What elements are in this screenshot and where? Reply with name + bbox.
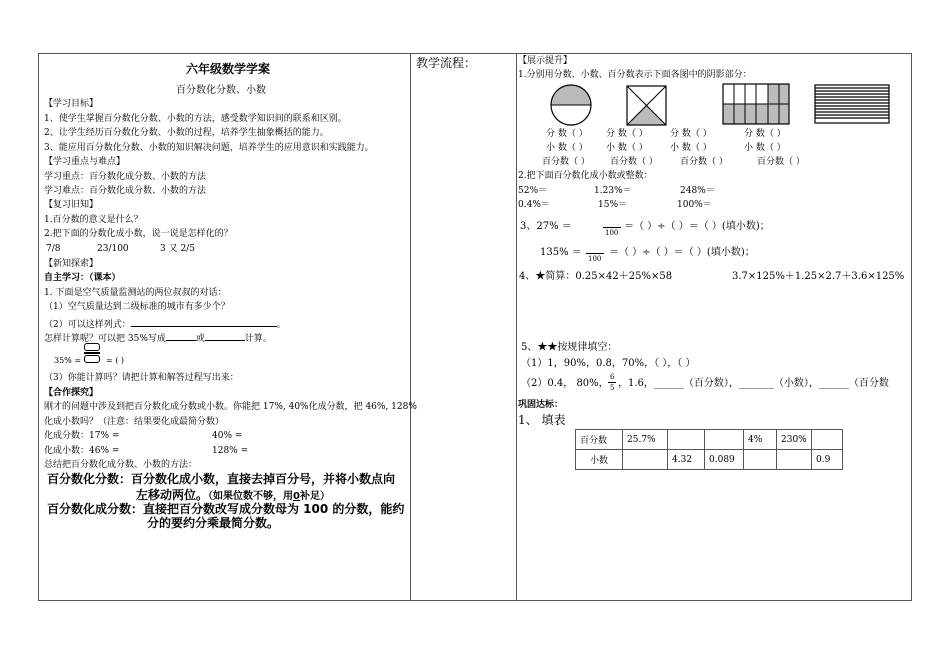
fig2-fraction-label: 分 数（ ） — [606, 129, 648, 139]
figure-grid — [722, 83, 790, 125]
percent-item-5: 15%＝ — [598, 200, 628, 210]
fig3-fraction-label: 分 数（ ） — [670, 129, 712, 139]
table-cell: 0.089 — [705, 450, 744, 470]
coop-text-2: 化成小数吗？（注意：结果要化成最简分数） — [44, 417, 225, 427]
review-number-3: 3 又 2/5 — [160, 244, 195, 254]
rule-1-line-2: 左移动两位。（如果位数不够，用0补足） — [136, 488, 330, 502]
table-cell — [623, 450, 668, 470]
column-divider-right — [516, 54, 517, 600]
question-3a-lhs: 3、27% ＝ — [520, 221, 572, 232]
question-3b-lhs: 135% ＝ — [540, 247, 582, 258]
percent-item-1: 52%＝ — [518, 186, 548, 196]
rule-2-line-1: 百分数化成分数：直接把百分数改写成分数母为 100 的分数，能约 — [47, 502, 405, 516]
review-question-2: 2.把下面的分数化成小数，说一说是怎样化的？ — [44, 229, 233, 239]
fig2-percent-label: 百分数（ ） — [610, 157, 658, 167]
percent-item-3: 248%＝ — [680, 186, 715, 196]
question-4a: 4、★简算：0.25×42＋25%×58 — [519, 271, 673, 282]
question-3b-rhs: ＝（ ）÷（ ）＝（ ）(填小数)； — [609, 247, 755, 258]
table-cell — [668, 430, 705, 450]
table-cell — [744, 450, 777, 470]
fig1-percent-label: 百分数（ ） — [542, 157, 590, 167]
fig4-decimal-label: 小 数（ ） — [744, 143, 786, 153]
dialog-question-1: （1）空气质量达到二级标准的城市有多少个？ — [44, 302, 230, 312]
convert-decimal-2: 128% = — [212, 446, 249, 456]
goal-1: 1、使学生掌握百分数化分数、小数的方法，感受数学知识间的联系和区别。 — [44, 114, 347, 124]
table-cell: 25.7% — [623, 430, 668, 450]
column-divider-left — [410, 54, 411, 600]
rule-1-line-1: 百分数化分数：百分数化成小数，直接去掉百分号，并将小数点向 — [47, 472, 396, 486]
table-row — [576, 430, 843, 450]
page-subtitle: 百分数化分数、小数 — [176, 85, 266, 96]
figure-half-circle — [549, 84, 593, 126]
question-3b-denominator: 100 — [588, 255, 602, 263]
fraction-blank — [84, 343, 100, 361]
figure-striped-rectangle — [814, 84, 890, 124]
question-1: 1.分别用分数、小数、百分数表示下面各图中的阴影部分： — [518, 70, 752, 80]
coop-text-1: 刚才的问题中涉及到把百分数化成分数或小数。你能把 17%, 40%化成分数，把 46%, 128% — [44, 402, 417, 412]
fig2-decimal-label: 小 数（ ） — [606, 143, 648, 153]
section-show: 【展示提升】 — [518, 56, 573, 66]
section-coop: 【合作探究】 — [44, 388, 99, 398]
fraction-lhs: 35% = — [54, 356, 82, 365]
goal-2: 2、让学生经历百分数化分数、小数的过程，培养学生抽象概括的能力。 — [44, 128, 329, 138]
section-consolidate: 巩固达标： — [518, 400, 564, 410]
table-cell: 4.32 — [668, 450, 705, 470]
table-row — [576, 450, 843, 470]
question-5-denominator: 5 — [610, 384, 615, 392]
percent-item-2: 1.23%＝ — [594, 186, 632, 196]
question-3a-fraction-bar — [603, 227, 621, 228]
fig3-decimal-label: 小 数（ ） — [670, 143, 712, 153]
dialog-intro: 1. 下面是空气质量监测站的两位叔叔的对话： — [44, 288, 227, 298]
question-2: 2.把下面百分数化成小数或整数： — [518, 171, 653, 181]
review-number-2: 23/100 — [97, 244, 129, 254]
section-review: 【复习旧知】 — [44, 200, 99, 210]
table-cell: 230% — [777, 430, 812, 450]
dialog-question-2: （2）可以这样列式： 。 — [44, 317, 286, 331]
section-key: 【学习重点与难点】 — [44, 157, 126, 167]
section-goals: 【学习目标】 — [44, 99, 99, 109]
self-study-label: 自主学习：（课本） — [44, 273, 121, 283]
review-question-1: 1.百分数的意义是什么？ — [44, 215, 143, 225]
question-3a-rhs: ＝（ ）÷（ ）＝（ ）(填小数)； — [624, 221, 770, 232]
table-cell — [705, 430, 744, 450]
fig3-percent-label: 百分数（ ） — [680, 157, 728, 167]
question-5-part-2a: （2）0.4， 80%， — [521, 378, 609, 389]
question-5: 5、★★按规律填空： — [521, 342, 618, 353]
table-cell: 4% — [744, 430, 777, 450]
fig1-decimal-label: 小 数（ ） — [546, 143, 588, 153]
question-5-numerator: 6 — [610, 373, 615, 381]
convert-fraction-2: 40% = — [212, 431, 243, 441]
figure-square-diagonals — [626, 85, 668, 127]
fig4-percent-label: 百分数（ ） — [757, 157, 805, 167]
fig1-fraction-label: 分 数（ ） — [546, 129, 588, 139]
table-cell — [812, 430, 843, 450]
rule-2-line-2: 分的要约分乘最简分数。 — [147, 516, 280, 530]
percent-item-6: 100%＝ — [677, 200, 712, 210]
question-5-part-1: （1）1，90%，0.8，70%，（ ），（ ） — [521, 358, 696, 369]
question-3a-denominator: 100 — [605, 229, 619, 237]
question-4b: 3.7×125%＋1.25×2.7＋3.6×125% — [732, 271, 905, 282]
fraction-rhs: = ( ) — [106, 356, 125, 365]
how-to-compute: 怎样计算呢？可以把 35%写成 或 计算。 — [44, 331, 272, 345]
goal-3: 3、能应用百分数化分数、小数的知识解决问题，培养学生的应用意识和实践能力。 — [44, 143, 374, 153]
convert-fraction-1: 化成分数：17% = — [44, 431, 120, 441]
table-cell: 百分数 — [576, 430, 623, 450]
fig4-fraction-label: 分 数（ ） — [744, 129, 786, 139]
key-point: 学习重点：百分数化成分数、小数的方法 — [44, 172, 207, 182]
teaching-flow-heading: 教学流程： — [416, 56, 477, 70]
hard-point: 学习难点：百分数化成分数、小数的方法 — [44, 186, 207, 196]
table-cell — [777, 450, 812, 470]
summary-prompt: 总结把百分数化成分数、小数的方法： — [44, 460, 198, 470]
fill-table-title: 1、 填表 — [518, 413, 566, 427]
table-cell: 0.9 — [812, 450, 843, 470]
dialog-question-3: （3）你能计算吗？请把计算和解答过程写出来： — [44, 373, 239, 383]
question-3b-fraction-bar — [586, 253, 604, 254]
question-5-part-2b: ，1.6，______（百分数），_______（小数），______（百分数 — [618, 378, 889, 389]
table-cell: 小数 — [576, 450, 623, 470]
review-number-1: 7/8 — [46, 244, 61, 254]
percent-item-4: 0.4%＝ — [518, 200, 550, 210]
section-new: 【新知探索】 — [44, 259, 99, 269]
question-5-fraction-bar — [608, 382, 616, 383]
convert-decimal-1: 化成小数：46% = — [44, 446, 120, 456]
page-title: 六年级数学学案 — [186, 62, 271, 76]
fill-table — [575, 429, 843, 470]
